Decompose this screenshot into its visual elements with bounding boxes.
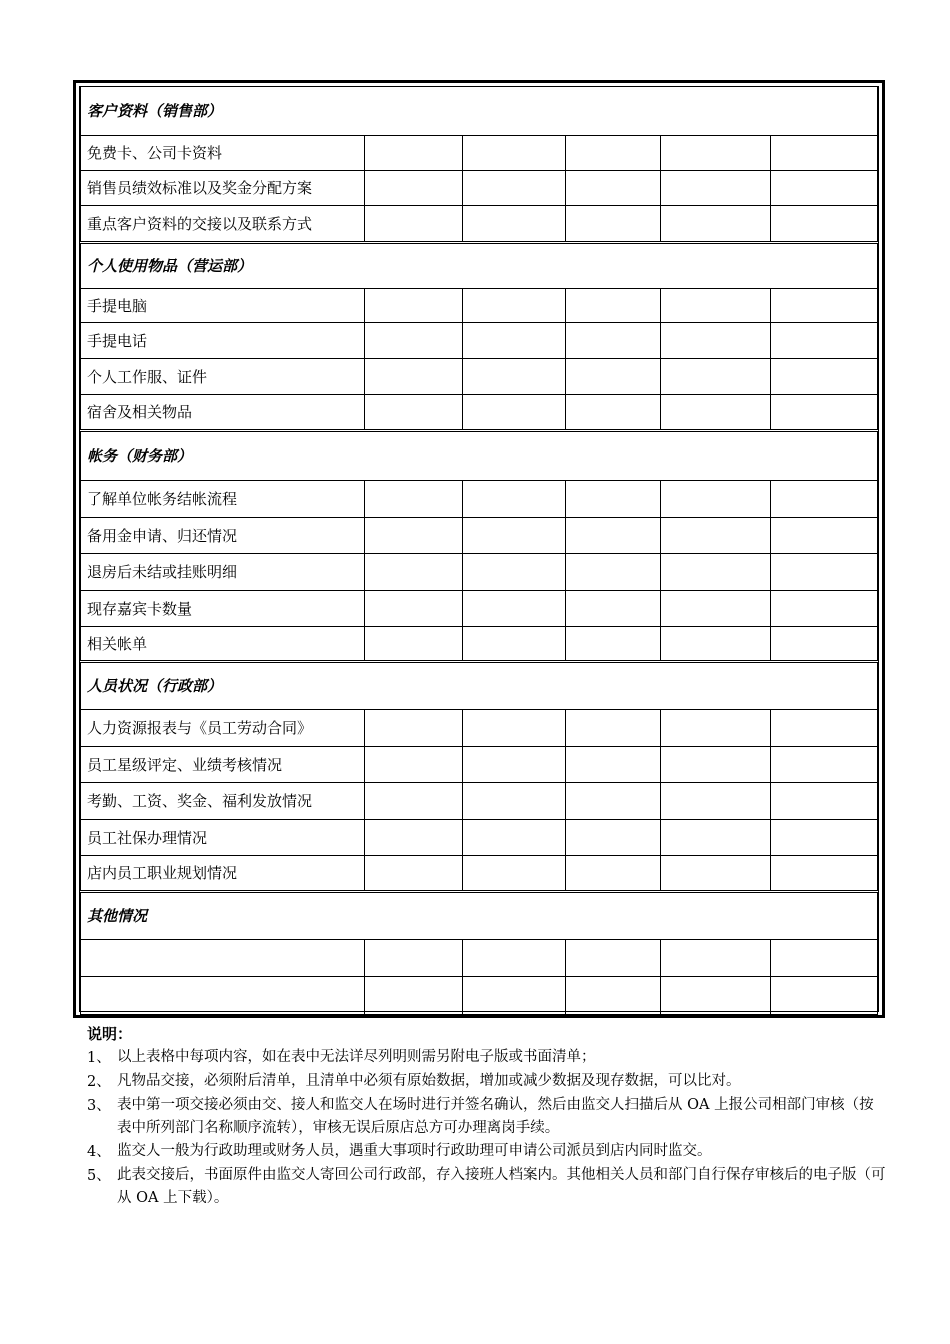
blank-cell[interactable]	[566, 480, 661, 517]
blank-cell[interactable]	[771, 590, 878, 626]
item-label: 免费卡、公司卡资料	[81, 135, 365, 170]
blank-cell[interactable]	[365, 135, 463, 170]
blank-cell[interactable]	[365, 590, 463, 626]
note-text: 凡物品交接，必须附后清单，且清单中必须有原始数据，增加或减少数据及现存数据，可以比对。	[117, 1073, 741, 1089]
item-label: 退房后未结或挂账明细	[81, 553, 365, 590]
blank-cell[interactable]	[661, 626, 771, 661]
blank-cell[interactable]	[365, 480, 463, 517]
table-row	[81, 855, 878, 891]
blank-cell[interactable]	[771, 709, 878, 746]
blank-cell[interactable]	[365, 288, 463, 322]
blank-cell[interactable]	[463, 709, 566, 746]
table-row	[81, 782, 878, 819]
blank-cell[interactable]	[661, 782, 771, 819]
note-text: 监交人一般为行政助理或财务人员，遇重大事项时行政助理可申请公司派员到店内同时监交。	[117, 1143, 712, 1159]
blank-cell[interactable]	[566, 709, 661, 746]
blank-cell[interactable]	[365, 170, 463, 205]
item-label	[81, 976, 365, 1014]
note-text: 此表交接后，书面原件由监交人寄回公司行政部，存入接班人档案内。其他相关人员和部门自行保存审核后的电子版（可从 OA 上下载）。	[117, 1167, 886, 1206]
blank-cell[interactable]	[771, 322, 878, 358]
note-text: 以上表格中每项内容，如在表中无法详尽列明则需另附电子版或书面清单；	[117, 1049, 596, 1065]
item-label: 现存嘉宾卡数量	[81, 590, 365, 626]
table-row	[81, 288, 878, 322]
item-label	[81, 939, 365, 976]
blank-cell[interactable]	[365, 709, 463, 746]
blank-cell[interactable]	[365, 517, 463, 553]
note-number: 3、	[87, 1098, 111, 1114]
blank-cell[interactable]	[463, 855, 566, 891]
item-label: 备用金申请、归还情况	[81, 517, 365, 553]
blank-cell[interactable]	[463, 205, 566, 242]
blank-cell[interactable]	[463, 322, 566, 358]
blank-cell[interactable]	[566, 819, 661, 855]
blank-cell[interactable]	[771, 394, 878, 430]
blank-cell[interactable]	[463, 976, 566, 1014]
note-item	[87, 1046, 887, 1070]
handover-table-inner	[79, 86, 879, 1012]
note-number: 4、	[87, 1144, 111, 1160]
table-row	[81, 517, 878, 553]
section-header-row	[81, 87, 878, 135]
table-row	[81, 322, 878, 358]
note-item	[87, 1094, 887, 1140]
blank-cell[interactable]	[566, 855, 661, 891]
item-label: 宿舍及相关物品	[81, 394, 365, 430]
item-label: 员工社保办理情况	[81, 819, 365, 855]
blank-cell[interactable]	[661, 358, 771, 394]
item-label: 考勤、工资、奖金、福利发放情况	[81, 782, 365, 819]
blank-cell[interactable]	[661, 746, 771, 782]
note-text: 表中第一项交接必须由交、接人和监交人在场时进行并签名确认，然后由监交人扫描后从 OA 上报公司相部门审核（按表中所列部门名称顺序流转），审核无误后原店总方可办理离岗手续。	[117, 1097, 874, 1136]
blank-cell[interactable]	[566, 590, 661, 626]
blank-cell[interactable]	[566, 517, 661, 553]
blank-cell[interactable]	[661, 135, 771, 170]
blank-cell[interactable]	[365, 746, 463, 782]
blank-cell[interactable]	[463, 553, 566, 590]
item-label: 手提电话	[81, 322, 365, 358]
blank-cell[interactable]	[365, 976, 463, 1014]
item-label: 店内员工职业规划情况	[81, 855, 365, 891]
blank-cell[interactable]	[771, 205, 878, 242]
blank-cell[interactable]	[771, 782, 878, 819]
note-item	[87, 1164, 887, 1210]
blank-cell[interactable]	[771, 358, 878, 394]
blank-cell[interactable]	[365, 819, 463, 855]
item-label: 手提电脑	[81, 288, 365, 322]
blank-cell[interactable]	[463, 782, 566, 819]
blank-cell[interactable]	[661, 394, 771, 430]
blank-cell[interactable]	[365, 855, 463, 891]
table-row	[81, 170, 878, 205]
table-row	[81, 709, 878, 746]
blank-cell[interactable]	[661, 939, 771, 976]
blank-cell[interactable]	[661, 170, 771, 205]
blank-cell[interactable]	[771, 976, 878, 1014]
item-label: 销售员绩效标准以及奖金分配方案	[81, 170, 365, 205]
blank-cell[interactable]	[566, 205, 661, 242]
blank-cell[interactable]	[566, 322, 661, 358]
table-row	[81, 135, 878, 170]
blank-cell[interactable]	[771, 626, 878, 661]
blank-cell[interactable]	[463, 746, 566, 782]
note-number: 2、	[87, 1074, 111, 1090]
blank-cell[interactable]	[566, 746, 661, 782]
blank-cell[interactable]	[661, 819, 771, 855]
item-label: 个人工作服、证件	[81, 358, 365, 394]
blank-cell[interactable]	[771, 939, 878, 976]
table-row	[81, 819, 878, 855]
blank-cell[interactable]	[771, 170, 878, 205]
blank-cell[interactable]	[661, 480, 771, 517]
blank-cell[interactable]	[771, 553, 878, 590]
blank-cell[interactable]	[661, 709, 771, 746]
blank-cell[interactable]	[365, 358, 463, 394]
blank-cell[interactable]	[463, 480, 566, 517]
section-header-row	[81, 661, 878, 709]
blank-cell[interactable]	[661, 855, 771, 891]
note-number: 1、	[87, 1050, 111, 1066]
blank-cell[interactable]	[463, 135, 566, 170]
blank-cell[interactable]	[661, 322, 771, 358]
blank-cell[interactable]	[566, 976, 661, 1014]
blank-cell[interactable]	[365, 394, 463, 430]
blank-cell[interactable]	[661, 517, 771, 553]
blank-cell[interactable]	[463, 394, 566, 430]
handover-table	[80, 87, 878, 1015]
blank-cell[interactable]	[771, 480, 878, 517]
blank-cell[interactable]	[365, 939, 463, 976]
blank-cell[interactable]	[566, 394, 661, 430]
blank-cell[interactable]	[365, 553, 463, 590]
note-item	[87, 1070, 887, 1094]
notes-section	[87, 1022, 887, 1210]
notes-title: 说明：	[87, 1025, 133, 1043]
table-row	[81, 358, 878, 394]
table-row	[81, 626, 878, 661]
table-row	[81, 553, 878, 590]
blank-cell[interactable]	[365, 322, 463, 358]
blank-cell[interactable]	[463, 517, 566, 553]
table-row	[81, 590, 878, 626]
blank-cell[interactable]	[365, 782, 463, 819]
blank-cell[interactable]	[566, 288, 661, 322]
blank-cell[interactable]	[661, 288, 771, 322]
blank-cell[interactable]	[771, 135, 878, 170]
section-title: 客户资料（销售部）	[81, 87, 878, 135]
section-title: 人员状况（行政部）	[81, 661, 878, 709]
blank-cell[interactable]	[463, 939, 566, 976]
item-label: 了解单位帐务结帐流程	[81, 480, 365, 517]
section-header-row	[81, 430, 878, 480]
blank-cell[interactable]	[463, 170, 566, 205]
blank-cell[interactable]	[771, 819, 878, 855]
blank-cell[interactable]	[771, 746, 878, 782]
item-label: 相关帐单	[81, 626, 365, 661]
section-title: 帐务（财务部）	[81, 430, 878, 480]
item-label: 人力资源报表与《员工劳动合同》	[81, 709, 365, 746]
handover-table-body	[81, 87, 878, 1014]
blank-cell[interactable]	[566, 553, 661, 590]
section-header-row	[81, 891, 878, 939]
notes-list	[87, 1046, 887, 1210]
section-header-row	[81, 242, 878, 288]
blank-cell[interactable]	[566, 170, 661, 205]
blank-cell[interactable]	[463, 590, 566, 626]
blank-cell[interactable]	[566, 358, 661, 394]
blank-cell[interactable]	[566, 626, 661, 661]
blank-cell[interactable]	[771, 517, 878, 553]
handover-table-frame	[73, 80, 885, 1018]
blank-cell[interactable]	[661, 553, 771, 590]
item-label: 重点客户资料的交接以及联系方式	[81, 205, 365, 242]
blank-cell[interactable]	[661, 976, 771, 1014]
blank-cell[interactable]	[661, 590, 771, 626]
note-number: 5、	[87, 1168, 111, 1184]
blank-cell[interactable]	[463, 626, 566, 661]
blank-cell[interactable]	[566, 135, 661, 170]
table-row	[81, 746, 878, 782]
blank-cell[interactable]	[463, 288, 566, 322]
blank-cell[interactable]	[566, 782, 661, 819]
note-item	[87, 1140, 887, 1164]
table-row	[81, 976, 878, 1014]
blank-cell[interactable]	[771, 855, 878, 891]
table-row	[81, 480, 878, 517]
item-label: 员工星级评定、业绩考核情况	[81, 746, 365, 782]
section-title: 其他情况	[81, 891, 878, 939]
table-row	[81, 205, 878, 242]
section-title: 个人使用物品（营运部）	[81, 242, 878, 288]
table-row	[81, 394, 878, 430]
blank-cell[interactable]	[463, 819, 566, 855]
blank-cell[interactable]	[566, 939, 661, 976]
blank-cell[interactable]	[365, 205, 463, 242]
blank-cell[interactable]	[661, 205, 771, 242]
blank-cell[interactable]	[365, 626, 463, 661]
table-row	[81, 939, 878, 976]
blank-cell[interactable]	[463, 358, 566, 394]
blank-cell[interactable]	[771, 288, 878, 322]
